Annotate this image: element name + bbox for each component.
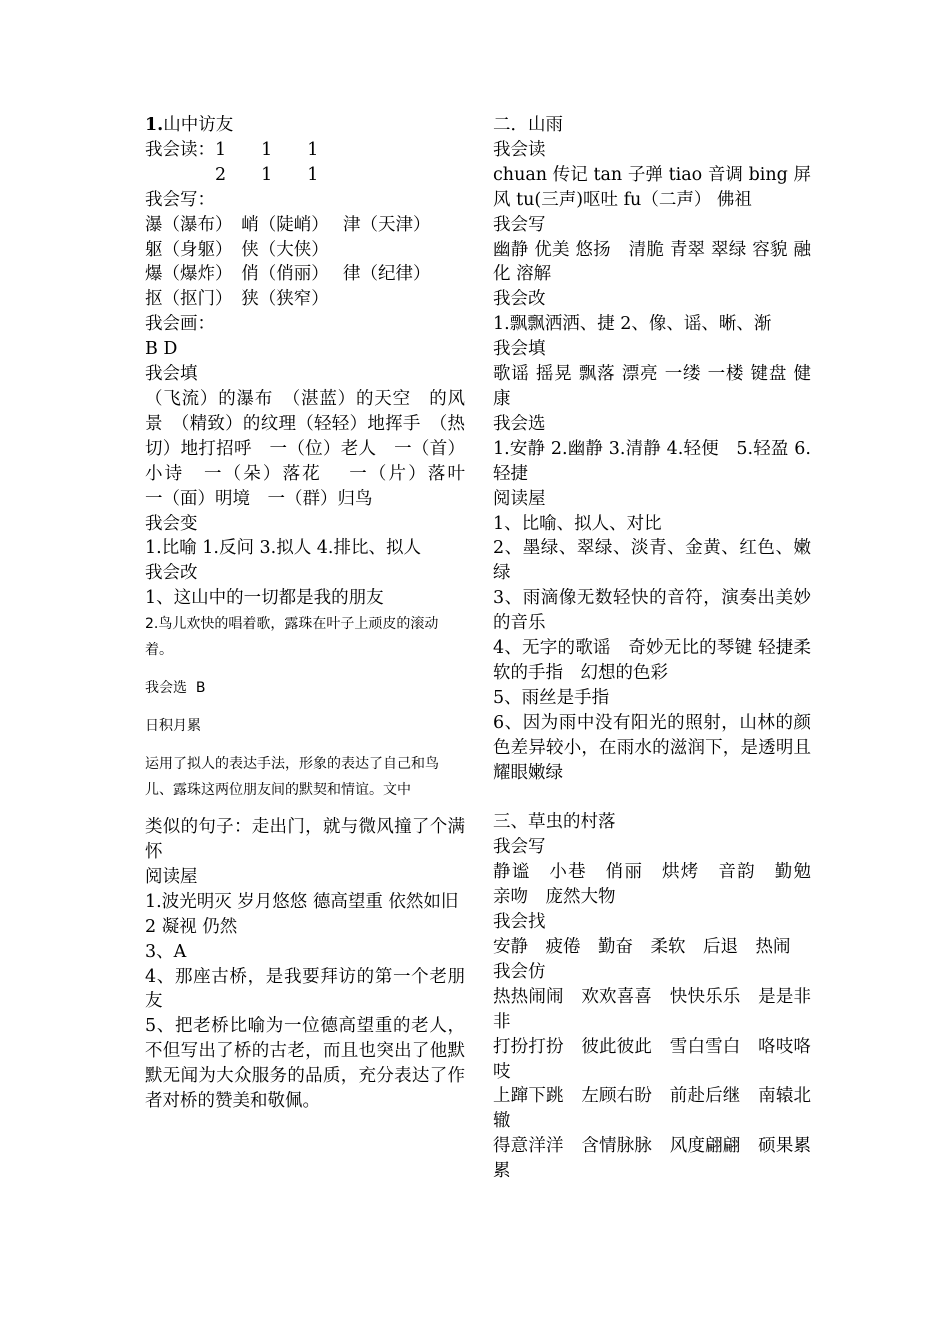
text-paragraph: 4、那座古桥，是我要拜访的第一个老朋友 bbox=[145, 966, 465, 1012]
section-title-1: 1.山中访友 bbox=[145, 115, 234, 135]
text-paragraph: 1.波光明灭 岁月悠悠 德高望重 依然如旧 bbox=[145, 891, 459, 912]
text-line: 我会改 bbox=[145, 563, 198, 584]
text-line: 我会找 bbox=[493, 912, 546, 933]
text-paragraph: chuan 传记 tan 子弹 tiao 音调 bing 屏风 tu(三声)呕吐 fu（二声） 佛祖 bbox=[493, 164, 811, 210]
text-paragraph: 歌谣 摇晃 飘落 漂亮 一缕 一楼 键盘 健康 bbox=[493, 364, 811, 409]
text-paragraph: 安静 疲倦 勤奋 柔软 后退 热闹 bbox=[493, 937, 791, 957]
text-line: 我会填 bbox=[493, 339, 546, 360]
small-text: 日积月累 bbox=[145, 718, 201, 735]
text-line: 我会改 bbox=[493, 289, 546, 310]
text-line: 我会画： bbox=[145, 314, 215, 335]
text-line: 我会写： bbox=[145, 189, 215, 210]
text-line: 我会读 bbox=[493, 139, 546, 160]
text-line: 3、A bbox=[145, 941, 187, 962]
text-paragraph: 5、把老桥比喻为一位德高望重的老人，不但写出了桥的古老，而且也突出了他默默无闻为大众服务的品质，充分表达了作者对桥的赞美和敬佩。 bbox=[145, 1016, 465, 1112]
text-line: 我会变 bbox=[145, 513, 198, 534]
text-paragraph: 上蹿下跳 左顾右盼 前赴后继 南辕北辙 bbox=[493, 1086, 811, 1132]
small-text: 2.鸟儿欢快的唱着歌，露珠在叶子上顽皮的滚动着。 bbox=[145, 616, 439, 659]
text-line: 我会读：1 1 1 bbox=[145, 139, 319, 160]
text-paragraph: 3、雨滴像无数轻快的音符，演奏出美妙的音乐 bbox=[493, 588, 811, 634]
text-paragraph: （飞流）的瀑布 （湛蓝）的天空 的风景 （精致）的纹理（轻轻）地挥手 （热切）地打招呼 一（位）老人 一（首）小诗 一（朵）落花 一（片）落叶 一（面）明境 一（群）归鸟 bbox=[145, 388, 483, 509]
small-text: 运用了拟人的表达手法，形象的表达了自己和鸟儿、露珠这两位朋友间的默契和情谊。文中 bbox=[145, 756, 439, 799]
text-line: B D bbox=[145, 339, 178, 360]
text-line: 我会填 bbox=[145, 364, 198, 385]
text-line: 1、比喻、拟人、对比 bbox=[493, 513, 662, 534]
text-line: 抠（抠门） 狭（狭窄） bbox=[145, 289, 329, 310]
text-line: 我会选 bbox=[493, 413, 546, 434]
right-column bbox=[493, 113, 829, 1184]
text-line: 爆（爆炸） 俏（俏丽） 律（纪律） bbox=[145, 264, 431, 285]
section-title-3: 三、草虫的村落 bbox=[493, 812, 616, 833]
section-title-2: 二．山雨 bbox=[493, 115, 563, 135]
text-line: 1.比喻 1.反问 3.拟人 4.排比、拟人 bbox=[145, 538, 421, 559]
text-line: 1、这山中的一切都是我的朋友 bbox=[145, 588, 384, 609]
text-line: 阅读屋 bbox=[493, 488, 546, 509]
text-line: 我会写 bbox=[493, 837, 546, 858]
text-line: 5、雨丝是手指 bbox=[493, 687, 610, 708]
text-line: 1.飘飘洒洒、捷 2、像、谣、晰、渐 bbox=[493, 314, 772, 335]
text-paragraph: 幽静 优美 悠扬 清脆 青翠 翠绿 容貌 融化 溶解 bbox=[493, 239, 811, 285]
small-text: 我会选 B bbox=[145, 680, 206, 697]
text-line: 2 凝视 仍然 bbox=[145, 916, 238, 937]
text-line: 2 1 1 bbox=[145, 164, 319, 185]
text-paragraph: 2、墨绿、翠绿、淡青、金黄、红色、嫩绿 bbox=[493, 538, 811, 584]
text-line: 躯（身躯） 侠（大侠） bbox=[145, 239, 329, 260]
text-line: 瀑（瀑布） 峭（陡峭） 津（天津） bbox=[145, 214, 431, 235]
left-column bbox=[145, 113, 483, 1114]
text-paragraph: 1.安静 2.幽静 3.清静 4.轻便 5.轻盈 6.轻捷 bbox=[493, 438, 811, 484]
text-line: 我会仿 bbox=[493, 961, 546, 982]
text-paragraph: 热热闹闹 欢欢喜喜 快快乐乐 是是非非 bbox=[493, 986, 811, 1032]
text-paragraph: 6、因为雨中没有阳光的照射，山林的颜色差异较小，在雨水的滋润下，是透明且耀眼嫩绿 bbox=[493, 712, 811, 783]
text-line: 阅读屋 bbox=[145, 866, 198, 887]
text-line: 我会写 bbox=[493, 214, 546, 235]
text-paragraph: 4、无字的歌谣 奇妙无比的琴键 轻捷柔软的手指 幻想的色彩 bbox=[493, 638, 811, 683]
text-paragraph: 类似的句子：走出门，就与微风撞了个满怀 bbox=[145, 817, 465, 863]
text-paragraph: 打扮打扮 彼此彼此 雪白雪白 咯吱咯吱 bbox=[493, 1036, 811, 1082]
text-paragraph: 静谧 小巷 俏丽 烘烤 音韵 勤勉 亲吻 庞然大物 bbox=[493, 862, 829, 908]
text-paragraph: 得意洋洋 含情脉脉 风度翩翩 硕果累累 bbox=[493, 1136, 811, 1182]
